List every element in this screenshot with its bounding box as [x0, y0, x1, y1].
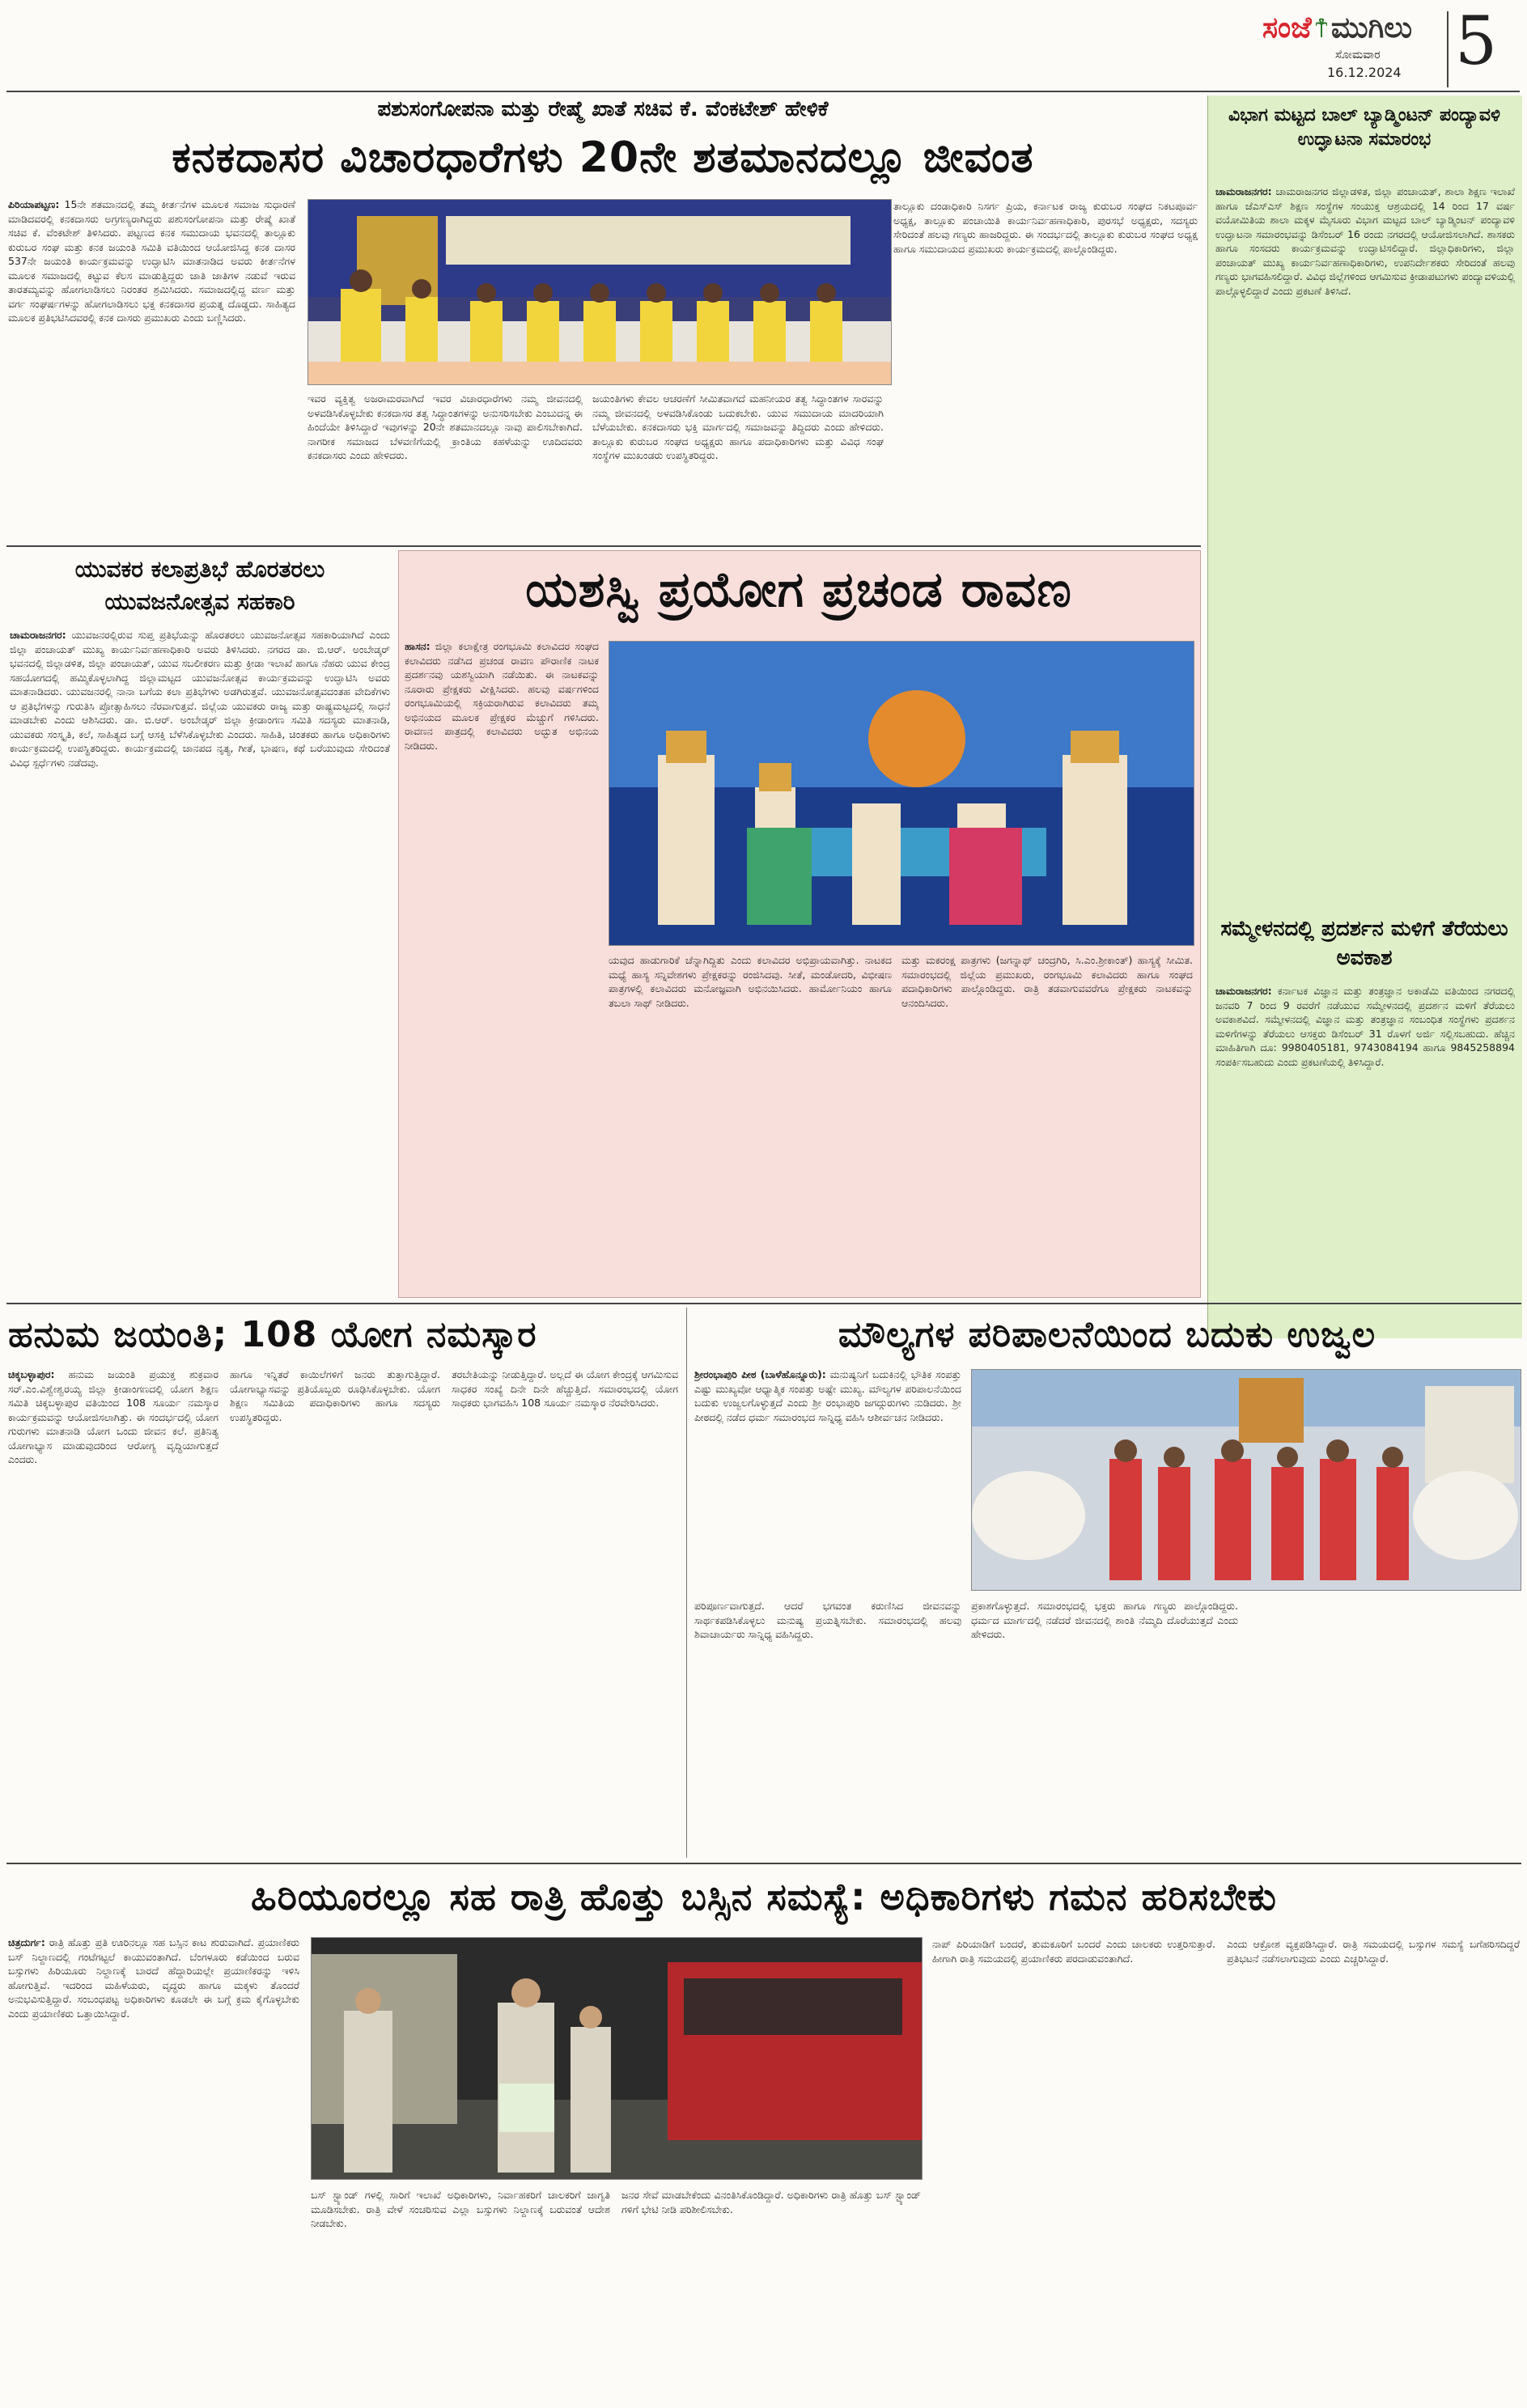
paragraph: ಜನರ ಸೇವೆ ಮಾಡಬೇಕೆಂದು ವಿನಂತಿಸಿಕೊಂಡಿದ್ದಾರೆ. ಅಧಿಕಾರಿಗಳು ರಾತ್ರಿ ಹೊತ್ತು ಬಸ್ ಸ್ಟ್ಯಾಂಡ್ ಗಳಿಗೆ ಭೇಟಿ ನೀಡಿ ಪರಿಶೀಲಿಸಬೇಕು. [621, 2189, 921, 2215]
hanuma-headline: ಹನುಮ ಜಯಂತಿ; 108 ಯೋಗ ನಮಸ್ಕಾರ [8, 1314, 537, 1355]
badminton-body [1215, 184, 1515, 888]
bus-headline: ಹಿರಿಯೂರಲ್ಲೂ ಸಹ ರಾತ್ರಿ ಹೊತ್ತು ಬಸ್ಸಿನ ಸಮಸ್ಯೆ: ಅಧಿಕಾರಿಗಳು ಗಮನ ಹರಿಸಬೇಕು [251, 1875, 1277, 1918]
masthead-date: 16.12.2024 [1327, 65, 1402, 80]
hanuma-body-col1 [8, 1367, 218, 1853]
exhibition-body [1215, 984, 1515, 1332]
divider [6, 545, 1201, 547]
paragraph: ರಾತ್ರಿ ಹೊತ್ತು ಪ್ರತಿ ಊರಿನಲ್ಲೂ ಸಹ ಬಸ್ಸಿನ ಕಾಟ ಶುರುವಾಗಿದೆ. ಪ್ರಯಾಣಿಕರು ಬಸ್ ನಿಲ್ದಾಣದಲ್ಲಿ ಗಂಟೆಗಟ್ಟಲೆ ಕಾಯುವಂತಾಗಿದೆ. ಬೆಂಗಳೂರು ಕಡೆಯಿಂದ ಬರುವ ಬಸ್ಸುಗಳು ಹಿರಿಯೂರು ನಿಲ್ದಾಣಕ್ಕೆ ಬಾರದೆ ಹೆದ್ದಾರಿಯಲ್ಲೇ ಪ್ರಯಾಣಿಕರನ್ನು ಇಳಿಸಿ ಹೋಗುತ್ತಿವೆ. ಇದರಿಂದ ಮಹಿಳೆಯರು, ವೃದ್ಧರು ಹಾಗೂ ಮಕ್ಕಳು ತೊಂದರೆ ಅನುಭವಿಸುತ್ತಿದ್ದಾರೆ. ಸಂಬಂಧಪಟ್ಟ ಅಧಿಕಾರಿಗಳು ಕೂಡಲೇ ಈ ಬಗ್ಗೆ ಕ್ರಮ ಕೈಗೊಳ್ಳಬೇಕು ಎಂದು ಪ್ರಯಾಣಿಕರು ಒತ್ತಾಯಿಸಿದ್ದಾರೆ. [8, 1936, 299, 2020]
dateline: ಚಿಕ್ಕಬಳ್ಳಾಪುರ: [8, 1368, 55, 1380]
dateline: ಹಾಸನ: [405, 640, 431, 652]
paragraph: ಜಿಲ್ಲಾ ಕಲಾಕ್ಷೇತ್ರ ರಂಗಭೂಮಿ ಕಲಾವಿದರ ಸಂಘದ ಕಲಾವಿದರು ನಡೆಸಿದ ಪ್ರಚಂಡ ರಾವಣ ಪೌರಾಣಿಕ ನಾಟಕ ಪ್ರದರ್ಶನವು ಯಶಸ್ವಿಯಾಗಿ ನಡೆಯಿತು. ಈ ನಾಟಕವನ್ನು ನೂರಾರು ಪ್ರೇಕ್ಷಕರು ವೀಕ್ಷಿಸಿದರು. ಹಲವು ವರ್ಷಗಳಿಂದ ರಂಗಭೂಮಿಯಲ್ಲಿ ಸಕ್ರಿಯರಾಗಿರುವ ಕಲಾವಿದರು ತಮ್ಮ ಅಭಿನಯದ ಮೂಲಕ ಪ್ರೇಕ್ಷಕರ ಮೆಚ್ಚುಗೆ ಗಳಿಸಿದರು. ರಾವಣನ ಪಾತ್ರದಲ್ಲಿ ಕಲಾವಿದರು ಅದ್ಭುತ ಅಭಿನಯ ನೀಡಿದರು. [405, 640, 599, 752]
palm-icon [1316, 18, 1327, 34]
hanuma-body-col2 [230, 1367, 440, 1853]
story-body-col4 [893, 199, 1198, 537]
paragraph: ಮತ್ತು ಮಕರಂಕ್ಷ ಪಾತ್ರಗಳು (ಜಗನ್ನಾಥ್ ಚಂದ್ರಗಿರಿ, ಸಿ.ಎಂ.ಶ್ರೀಕಾಂತ್) ಹಾಸ್ಯಕ್ಕೆ ಸೀಮಿತ. ಸಮಾರಂಭದಲ್ಲಿ ಜಿಲ್ಲೆಯ ಪ್ರಮುಖರು, ರಂಗಭೂಮಿ ಕಲಾವಿದರು ಹಾಗೂ ಸಂಘದ ಪದಾಧಿಕಾರಿಗಳು ಪಾಲ್ಗೊಂಡಿದ್ದರು. ರಾತ್ರಿ ತಡವಾಗುವವರೆಗೂ ಪ್ರೇಕ್ಷಕರು ನಾಟಕವನ್ನು ಆನಂದಿಸಿದರು. [901, 954, 1193, 1009]
page-number: 5 [1455, 3, 1498, 80]
ravana-body-col1 [405, 639, 599, 1287]
photo-bus-stand [311, 1937, 923, 2180]
photo-kanakadasa-event [308, 199, 892, 385]
paragraph: ಪರಿಪೂರ್ಣವಾಗುತ್ತದೆ. ಆದರೆ ಭಗವಂತ ಕರುಣಿಸಿದ ಜೀವನವನ್ನು ಸಾರ್ಥಕಪಡಿಸಿಕೊಳ್ಳಲು ಮನುಷ್ಯ ಪ್ರಯತ್ನಿಸಬೇಕು. ಸಮಾರಂಭದಲ್ಲಿ ಹಲವು ಶಿವಾಚಾರ್ಯರು ಸಾನ್ನಿಧ್ಯ ವಹಿಸಿದ್ದರು. [694, 1600, 961, 1640]
story-body-col3 [592, 392, 884, 537]
masthead-divider [1447, 11, 1449, 87]
paragraph: ಬಸ್ ಸ್ಟ್ಯಾಂಡ್ ಗಳಲ್ಲಿ ಸಾರಿಗೆ ಇಲಾಖೆ ಅಧಿಕಾರಿಗಳು, ನಿರ್ವಾಹಕರಿಗೆ ಚಾಲಕರಿಗೆ ಜಾಗೃತಿ ಮೂಡಿಸಬೇಕು. ರಾತ್ರಿ ವೇಳೆ ಸಂಚರಿಸುವ ಎಲ್ಲಾ ಬಸ್ಸುಗಳು ನಿಲ್ದಾಣಕ್ಕೆ ಬರುವಂತೆ ಆದೇಶ ನೀಡಬೇಕು. [311, 2189, 610, 2229]
photo-values-event [971, 1369, 1521, 1591]
dateline: ಚಾಮರಾಜನಗರ: [10, 629, 66, 641]
bus-body-col5 [1227, 1937, 1520, 2403]
bus-body-col4 [932, 1937, 1215, 2403]
paragraph: ನಾಪ್ ಪಿರಿಯಾಡಿಗೆ ಬಂದರೆ, ತುಮಕೂರಿಗೆ ಬಂದರೆ ಎಂದು ಚಾಲಕರು ಉತ್ತರಿಸುತ್ತಾರೆ. ಹೀಗಾಗಿ ರಾತ್ರಿ ಸಮಯದಲ್ಲಿ ಪ್ರಯಾಣಿಕರು ಪರದಾಡುವಂತಾಗಿದೆ. [932, 1938, 1215, 1965]
paragraph: ಯುವಜನರಲ್ಲಿರುವ ಸುಪ್ತ ಪ್ರತಿಭೆಯನ್ನು ಹೊರತರಲು ಯುವಜನೋತ್ಸವ ಸಹಕಾರಿಯಾಗಿದೆ ಎಂದು ಜಿಲ್ಲಾ ಪಂಚಾಯತ್ ಮುಖ್ಯ ಕಾರ್ಯನಿರ್ವಹಣಾಧಿಕಾರಿ ಅವರು ತಿಳಿಸಿದರು. ನಗರದ ಡಾ. ಬಿ.ಆರ್. ಅಂಬೇಡ್ಕರ್ ಭವನದಲ್ಲಿ ಜಿಲ್ಲಾಡಳಿತ, ಜಿಲ್ಲಾ ಪಂಚಾಯತ್, ಯುವ ಸಬಲೀಕರಣ ಮತ್ತು ಕ್ರೀಡಾ ಇಲಾಖೆ ಹಾಗೂ ನೆಹರು ಯುವ ಕೇಂದ್ರ ಸಹಯೋಗದಲ್ಲಿ ಹಮ್ಮಿಕೊಳ್ಳಲಾಗಿದ್ದ ಜಿಲ್ಲಾಮಟ್ಟದ ಯುವಜನೋತ್ಸವ ಕಾರ್ಯಕ್ರಮವನ್ನು ಉದ್ಘಾಟಿಸಿ ಅವರು ಮಾತನಾಡಿದರು. ಯುವಜನರಲ್ಲಿ ನಾನಾ ಬಗೆಯ ಕಲಾ ಪ್ರತಿಭೆಗಳು ಅಡಗಿರುತ್ತವೆ. ಯುವಜನೋತ್ಸವದಂತಹ ವೇದಿಕೆಗಳು ಆ ಪ್ರತಿಭೆಗಳನ್ನು ಗುರುತಿಸಿ ಪ್ರೋತ್ಸಾಹಿಸಲು ನೆರವಾಗುತ್ತವೆ. ಜಿಲ್ಲೆಯ ಯುವಕರು ರಾಜ್ಯ ಮತ್ತು ರಾಷ್ಟ್ರಮಟ್ಟದಲ್ಲಿ ಸಾಧನೆ ಮಾಡಬೇಕು ಎಂದು ಆಶಿಸಿದರು. ಡಾ. ಬಿ.ಆರ್. ಅಂಬೇಡ್ಕರ್ ಜಿಲ್ಲಾ ಕ್ರೀಡಾಂಗಣ ಸಮಿತಿ ಸದಸ್ಯರು ಮಾತನಾಡಿ, ಯುವಕರು ಸಂಸ್ಕೃತಿ, ಕಲೆ, ಸಾಹಿತ್ಯದ ಬಗ್ಗೆ ಆಸಕ್ತಿ ಬೆಳೆಸಿಕೊಳ್ಳಬೇಕು ಎಂದರು. ಸಾಹಿತಿ, ಚಿಂತಕರು ಹಾಗೂ ಅಧಿಕಾರಿಗಳು ಕಾರ್ಯಕ್ರಮದಲ್ಲಿ ಉಪಸ್ಥಿತರಿದ್ದರು. ಕಾರ್ಯಕ್ರಮದಲ್ಲಿ ಜಾನಪದ ನೃತ್ಯ, ಗೀತೆ, ಭಾಷಣ, ಕಥೆ ಬರೆಯುವುದು ಸೇರಿದಂತೆ ವಿವಿಧ ಸ್ಪರ್ಧೆಗಳು ನಡೆದವು. [10, 629, 390, 769]
dateline: ಚಾಮರಾಜನಗರ: [1215, 185, 1272, 197]
bus-body-col2 [311, 2188, 610, 2403]
divider [6, 1863, 1521, 1864]
youth-body [10, 628, 390, 1291]
values-body-col1 [694, 1367, 961, 1586]
column-divider [686, 1308, 687, 1858]
values-body-col2 [694, 1599, 961, 1853]
divider [6, 1303, 1521, 1304]
hanuma-body-col3 [452, 1367, 678, 1853]
paragraph: ತಾಲ್ಲೂಕು ದಂಡಾಧಿಕಾರಿ ನಿಸರ್ಗ ಪ್ರಿಯ, ಕರ್ನಾಟಕ ರಾಜ್ಯ ಕುರುಬರ ಸಂಘದ ನಿಕಟಪೂರ್ವ ಅಧ್ಯಕ್ಷ, ತಾಲ್ಲೂಕು ಪಂಚಾಯಿತಿ ಕಾರ್ಯನಿರ್ವಹಣಾಧಿಕಾರಿ, ಪುರಸಭೆ ಅಧ್ಯಕ್ಷರು, ಸದಸ್ಯರು ಸೇರಿದಂತೆ ಹಲವು ಗಣ್ಯರು ಹಾಜರಿದ್ದರು. ಈ ಸಂದರ್ಭದಲ್ಲಿ ತಾಲ್ಲೂಕು ಕುರುಬರ ಸಂಘದ ಅಧ್ಯಕ್ಷ ಹಾಗೂ ಸಮುದಾಯದ ಪ್ರಮುಖರು ಕಾರ್ಯಕ್ರಮದಲ್ಲಿ ಪಾಲ್ಗೊಂಡಿದ್ದರು. [893, 200, 1198, 255]
masthead-rule [6, 91, 1520, 92]
story-body-col2 [308, 392, 583, 537]
paragraph: ಯವುದ ಹಾಡುಗಾರಿಕೆ ಚೆನ್ನಾಗಿದ್ದಿತು ಎಂದು ಕಲಾವಿದರ ಅಭಿಪ್ರಾಯವಾಗಿತ್ತು. ನಾಟಕದ ಮಧ್ಯೆ ಹಾಸ್ಯ ಸನ್ನಿವೇಶಗಳು ಪ್ರೇಕ್ಷಕರನ್ನು ರಂಜಿಸಿದವು. ಸೀತೆ, ಮಂಡೋದರಿ, ವಿಭೀಷಣ ಪಾತ್ರಗಳಲ್ಲಿ ಕಲಾವಿದರು ಮನೋಜ್ಞವಾಗಿ ಅಭಿನಯಿಸಿದರು. ಹಾರ್ಮೋನಿಯಂ ಹಾಗೂ ತಬಲಾ ಸಾಥ್ ನೀಡಿದರು. [609, 954, 892, 1009]
paragraph: 15ನೇ ಶತಮಾನದಲ್ಲಿ ತಮ್ಮ ಕೀರ್ತನೆಗಳ ಮೂಲಕ ಸಮಾಜ ಸುಧಾರಣೆ ಮಾಡಿದವರಲ್ಲಿ ಕನಕದಾಸರು ಅಗ್ರಗಣ್ಯರಾಗಿದ್ದರು ಪಶುಸಂಗೋಪನಾ ಮತ್ತು ರೇಷ್ಮೆ ಖಾತೆ ಸಚಿವ ಕೆ. ವೆಂಕಟೇಶ್ ತಿಳಿಸಿದರು. ಪಟ್ಟಣದ ಕನಕ ಸಮುದಾಯ ಭವನದಲ್ಲಿ ತಾಲ್ಲೂಕು ಕುರುಬರ ಸಂಘ ಮತ್ತು ಕನಕ ಜಯಂತಿ ಸಮಿತಿ ವತಿಯಿಂದ ಆಯೋಜಿಸಿದ್ದ ಕನಕ ದಾಸರ 537ನೇ ಜಯಂತಿ ಕಾರ್ಯಕ್ರಮವನ್ನು ಉದ್ಘಾಟಿಸಿ ಮಾತನಾಡಿದ ಅವರು ಕೀರ್ತನೆಗಳ ಮೂಲಕ ಸಮಾಜದಲ್ಲಿ ಕಟ್ಟುವ ಕೆಲಸ ಮಾಡುತ್ತಿದ್ದರು ಜಾತಿ ಜಾತಿಗಳ ನಡುವೆ ಇರುವ ತಾರತಮ್ಯವನ್ನು ಹೋಗಲಾಡಿಸಲು ನಿರಂತರ ಶ್ರಮಿಸಿದರು. ಸಮಾಜದಲ್ಲಿದ್ದ ವರ್ಣ ಮತ್ತು ವರ್ಗ ಸಂಘರ್ಷಗಳನ್ನು ಹೋಗಲಾಡಿಸಲು ಭಕ್ತ ಕನಕದಾಸರ ಪ್ರಯತ್ನ ದೊಡ್ಡದು. ಸಾಹಿತ್ಯದ ಮೂಲಕ ಪ್ರತಿಭಟಿಸಿದವರಲ್ಲಿ ಕನಕ ದಾಸರು ಪ್ರಮುಖರು ಎಂದು ಬಣ್ಣಿಸಿದರು. [8, 198, 295, 324]
paragraph: ಜಯಂತಿಗಳು ಕೇವಲ ಆಚರಣೆಗೆ ಸೀಮಿತವಾಗದೆ ಮಹನೀಯರ ತತ್ವ ಸಿದ್ಧಾಂತಗಳ ಸಾರವನ್ನು ನಮ್ಮ ಜೀವನದಲ್ಲಿ ಅಳವಡಿಸಿಕೊಂಡು ಬದುಕಬೇಕು. ಯುವ ಸಮುದಾಯ ಮಾದರಿಯಾಗಿ ಬೆಳೆಯಬೇಕು. ಕನಕದಾಸರು ಭಕ್ತಿ ಮಾರ್ಗದಲ್ಲಿ ಸಮಾಜವನ್ನು ತಿದ್ದಿದರು ಎಂದು ಹೇಳಿದರು. ತಾಲ್ಲೂಕು ಕುರುಬರ ಸಂಘದ ಅಧ್ಯಕ್ಷರು ಹಾಗೂ ಪದಾಧಿಕಾರಿಗಳು ಮತ್ತು ವಿವಿಧ ಸಂಘ ಸಂಸ್ಥೆಗಳ ಮುಖಂಡರು ಉಪಸ್ಥಿತರಿದ್ದರು. [592, 392, 884, 461]
values-body-col3 [971, 1599, 1238, 1853]
paragraph: ಕರ್ನಾಟಕ ವಿಜ್ಞಾನ ಮತ್ತು ತಂತ್ರಜ್ಞಾನ ಅಕಾಡೆಮಿ ವತಿಯಿಂದ ನಗರದಲ್ಲಿ ಜನವರಿ 7 ರಿಂದ 9 ರವರೆಗೆ ನಡೆಯುವ ಸಮ್ಮೇಳನದಲ್ಲಿ ಪ್ರದರ್ಶನ ಮಳಿಗೆ ತೆರೆಯಲು ಅವಕಾಶವಿದೆ. ಸಮ್ಮೇಳನದಲ್ಲಿ ವಿಜ್ಞಾನ ಮತ್ತು ತಂತ್ರಜ್ಞಾನ ಸಂಬಂಧಿತ ಸಂಸ್ಥೆಗಳು ಪ್ರದರ್ಶನ ಮಳಿಗೆಗಳನ್ನು ತೆರೆಯಲು ಆಸಕ್ತರು ಡಿಸೆಂಬರ್ 31 ರೊಳಗೆ ಅರ್ಜಿ ಸಲ್ಲಿಸಬಹುದು. ಹೆಚ್ಚಿನ ಮಾಹಿತಿಗಾಗಿ ದೂ: 9980405181, 9743084194 ಹಾಗೂ 9845258894 ಸಂಪರ್ಕಿಸಬಹುದು ಎಂದು ಪ್ರಕಟಣೆಯಲ್ಲಿ ತಿಳಿಸಿದ್ದಾರೆ. [1215, 985, 1515, 1068]
paragraph: ತರಬೇತಿಯನ್ನು ನೀಡುತ್ತಿದ್ದಾರೆ. ಅಲ್ಲದೆ ಈ ಯೋಗ ಕೇಂದ್ರಕ್ಕೆ ಆಗಮಿಸುವ ಸಾಧಕರ ಸಂಖ್ಯೆ ದಿನೇ ದಿನೇ ಹೆಚ್ಚುತ್ತಿದೆ. ಸಮಾರಂಭದಲ್ಲಿ ಯೋಗ ಸಾಧಕರು ಭಾಗವಹಿಸಿ 108 ಸೂರ್ಯ ನಮಸ್ಕಾರ ನೆರವೇರಿಸಿದರು. [452, 1368, 678, 1409]
bus-body-col1 [8, 1935, 299, 2403]
exhibition-headline: ಸಮ್ಮೇಳನದಲ್ಲಿ ಪ್ರದರ್ಶನ ಮಳಿಗೆ ತೆರೆಯಲು ಅವಕಾಶ [1220, 917, 1508, 970]
photo-ravana-play [609, 641, 1194, 946]
bus-body-col3 [621, 2188, 921, 2403]
paragraph: ಎಂದು ಆಕ್ರೋಶ ವ್ಯಕ್ತಪಡಿಸಿದ್ದಾರೆ. ರಾತ್ರಿ ಸಮಯದಲ್ಲಿ ಬಸ್ಸುಗಳ ಸಮಸ್ಯೆ ಬಗೆಹರಿಸದಿದ್ದರೆ ಪ್ರತಿಭಟನೆ ನಡೆಸಲಾಗುವುದು ಎಂದು ಎಚ್ಚರಿಸಿದ್ದಾರೆ. [1227, 1938, 1520, 1965]
ravana-body-col2 [609, 953, 892, 1287]
values-headline: ಮೌಲ್ಯಗಳ ಪರಿಪಾಲನೆಯಿಂದ ಬದುಕು ಉಜ್ವಲ [838, 1314, 1376, 1355]
ravana-body-col3 [901, 953, 1193, 1287]
story-body [8, 197, 295, 537]
masthead [1262, 3, 1521, 87]
paragraph: ಪ್ರಕಾಶಗೊಳ್ಳುತ್ತದೆ. ಸಮಾರಂಭದಲ್ಲಿ ಭಕ್ತರು ಹಾಗೂ ಗಣ್ಯರು ಪಾಲ್ಗೊಂಡಿದ್ದರು. ಧರ್ಮದ ಮಾರ್ಗದಲ್ಲಿ ನಡೆದರೆ ಜೀವನದಲ್ಲಿ ಶಾಂತಿ ನೆಮ್ಮದಿ ದೊರೆಯುತ್ತದೆ ಎಂದು ಹೇಳಿದರು. [971, 1600, 1238, 1640]
masthead-day: ಸೋಮವಾರ [1335, 49, 1381, 61]
brand-left: ಸಂಜೆ [1262, 11, 1312, 45]
ravana-headline: ಯಶಸ್ವಿ ಪ್ರಯೋಗ ಪ್ರಚಂಡ ರಾವಣ [525, 562, 1072, 618]
badminton-headline: ವಿಭಾಗ ಮಟ್ಟದ ಬಾಲ್ ಬ್ಯಾಡ್ಮಿಂಟನ್ ಪಂದ್ಯಾವಳಿ ಉದ್ಘಾಟನಾ ಸಮಾರಂಭ [1228, 105, 1500, 150]
paragraph: ಮನುಷ್ಯನಿಗೆ ಬದುಕಿನಲ್ಲಿ ಭೌತಿಕ ಸಂಪತ್ತು ಎಷ್ಟು ಮುಖ್ಯವೋ ಆಧ್ಯಾತ್ಮಿಕ ಸಂಪತ್ತು ಅಷ್ಟೇ ಮುಖ್ಯ. ಮೌಲ್ಯಗಳ ಪರಿಪಾಲನೆಯಿಂದ ಬದುಕು ಉಜ್ವಲಗೊಳ್ಳುತ್ತದೆ ಎಂದು ಶ್ರೀ ರಂಭಾಪುರಿ ಜಗದ್ಗುರುಗಳು ನುಡಿದರು. ಶ್ರೀ ಪೀಠದಲ್ಲಿ ನಡೆದ ಧರ್ಮ ಸಮಾರಂಭದ ಸಾನ್ನಿಧ್ಯ ವಹಿಸಿ ಆಶೀರ್ವಚನ ನೀಡಿದರು. [694, 1368, 961, 1423]
dateline: ಪಿರಿಯಾಪಟ್ಟಣ: [8, 198, 60, 210]
paragraph: ಇವರ ವ್ಯಕ್ತಿತ್ವ ಅಜರಾಮರವಾಗಿದೆ ಇವರ ವಿಚಾರಧಾರೆಗಳು ನಮ್ಮ ಜೀವನದಲ್ಲಿ ಅಳವಡಿಸಿಕೊಳ್ಳಬೇಕು ಕನಕದಾಸರ ತತ್ವ ಸಿದ್ಧಾಂತಗಳನ್ನು ಅನುಸರಿಸಬೇಕು ಎಂಬುದನ್ನ ಈ ಹಿಂದೆಯೇ ತಿಳಿಸಿದ್ದಾರೆ ಇವುಗಳನ್ನು 20ನೇ ಶತಮಾನದಲ್ಲೂ ನಾವು ಪಾಲಿಸಬೇಕಾಗಿದೆ. ನಾಗರೀಕ ಸಮಾಜದ ಬೆಳವಣಿಗೆಯಲ್ಲಿ ಕ್ರಾಂತಿಯ ಕಹಳೆಯನ್ನು ಊದಿದವರು ಕನಕದಾಸರು ಎಂದು ಹೇಳಿದರು. [308, 392, 583, 461]
paragraph: ಹನುಮ ಜಯಂತಿ ಪ್ರಯುಕ್ತ ಶುಕ್ರವಾರ ಸರ್.ಎಂ.ವಿಶ್ವೇಶ್ವರಯ್ಯ ಜಿಲ್ಲಾ ಕ್ರೀಡಾಂಗಣದಲ್ಲಿ ಯೋಗ ಶಿಕ್ಷಣ ಸಮಿತಿ ಚಿಕ್ಕಬಳ್ಳಾಪುರ ವತಿಯಿಂದ 108 ಸೂರ್ಯ ನಮಸ್ಕಾರ ಕಾರ್ಯಕ್ರಮವನ್ನು ಆಯೋಜಿಸಲಾಗಿತ್ತು. ಈ ಸಂದರ್ಭದಲ್ಲಿ ಯೋಗ ಗುರುಗಳು ಮಾತನಾಡಿ ಯೋಗ ಒಂದು ಜೀವನ ಕಲೆ. ಪ್ರತಿನಿತ್ಯ ಯೋಗಾಭ್ಯಾಸ ಮಾಡುವುದರಿಂದ ಆರೋಗ್ಯ ವೃದ್ಧಿಯಾಗುತ್ತದೆ ಎಂದರು. [8, 1368, 218, 1465]
paragraph: ಚಾಮರಾಜನಗರ ಜಿಲ್ಲಾಡಳಿತ, ಜಿಲ್ಲಾ ಪಂಚಾಯತ್, ಶಾಲಾ ಶಿಕ್ಷಣ ಇಲಾಖೆ ಹಾಗೂ ಜೆಎಸ್ಎಸ್ ಶಿಕ್ಷಣ ಸಂಸ್ಥೆಗಳ ಸಂಯುಕ್ತ ಆಶ್ರಯದಲ್ಲಿ 14 ರಿಂದ 17 ವರ್ಷ ವಯೋಮಿತಿಯ ಶಾಲಾ ಮಕ್ಕಳ ಮೈಸೂರು ವಿಭಾಗ ಮಟ್ಟದ ಬಾಲ್ ಬ್ಯಾಡ್ಮಿಂಟನ್ ಪಂದ್ಯಾವಳಿ ಉದ್ಘಾಟನಾ ಸಮಾರಂಭವನ್ನು ಡಿಸೆಂಬರ್ 16 ರಂದು ನಗರದಲ್ಲಿ ಆಯೋಜಿಸಲಾಗಿದೆ. ಶಾಸಕರು ಹಾಗೂ ಸಂಸದರು ಕಾರ್ಯಕ್ರಮವನ್ನು ಉದ್ಘಾಟಿಸಲಿದ್ದಾರೆ. ಜಿಲ್ಲಾಧಿಕಾರಿಗಳು, ಜಿಲ್ಲಾ ಪಂಚಾಯತ್ ಮುಖ್ಯ ಕಾರ್ಯನಿರ್ವಹಣಾಧಿಕಾರಿಗಳು, ಉಪನಿರ್ದೇಶಕರು ಸೇರಿದಂತೆ ಹಲವು ಗಣ್ಯರು ಭಾಗವಹಿಸಲಿದ್ದಾರೆ. ವಿವಿಧ ಜಿಲ್ಲೆಗಳಿಂದ ಆಗಮಿಸುವ ಕ್ರೀಡಾಪಟುಗಳು ಪಂದ್ಯಾವಳಿಯಲ್ಲಿ ಪಾಲ್ಗೊಳ್ಳಲಿದ್ದಾರೆ ಎಂದು ಪ್ರಕಟಣೆ ತಿಳಿಸಿದೆ. [1215, 185, 1515, 297]
story-kicker: ಪಶುಸಂಗೋಪನಾ ಮತ್ತು ರೇಷ್ಮೆ ಖಾತೆ ಸಚಿವ ಕೆ. ವೆಂಕಟೇಶ್ ಹೇಳಿಕೆ [377, 97, 829, 121]
dateline: ಚಾಮರಾಜನಗರ: [1215, 985, 1272, 997]
paragraph: ಹಾಗೂ ಇನ್ನಿತರೆ ಕಾಯಿಲೆಗಳಿಗೆ ಜನರು ತುತ್ತಾಗುತ್ತಿದ್ದಾರೆ. ಯೋಗಾಭ್ಯಾಸವನ್ನು ಪ್ರತಿಯೊಬ್ಬರು ರೂಢಿಸಿಕೊಳ್ಳಬೇಕು. ಯೋಗ ಶಿಕ್ಷಣ ಸಮಿತಿಯ ಪದಾಧಿಕಾರಿಗಳು ಹಾಗೂ ಸದಸ್ಯರು ಉಪಸ್ಥಿತರಿದ್ದರು. [230, 1368, 440, 1423]
story-headline: ಕನಕದಾಸರ ವಿಚಾರಧಾರೆಗಳು 20ನೇ ಶತಮಾನದಲ್ಲೂ ಜೀವಂತ [172, 134, 1034, 182]
dateline: ಚಿತ್ರದುರ್ಗ: [8, 1936, 45, 1948]
youth-headline: ಯುವಕರ ಕಲಾಪ್ರತಿಭೆ ಹೊರತರಲು ಯುವಜನೋತ್ಸವ ಸಹಕಾರಿ [74, 556, 325, 615]
dateline: ಶ್ರೀರಂಭಾಪುರಿ ಪೀಠ (ಬಾಳೆಹೊನ್ನೂರು): [694, 1368, 826, 1380]
masthead-logo [1262, 11, 1444, 47]
brand-right: ಮುಗಿಲು [1330, 11, 1413, 45]
